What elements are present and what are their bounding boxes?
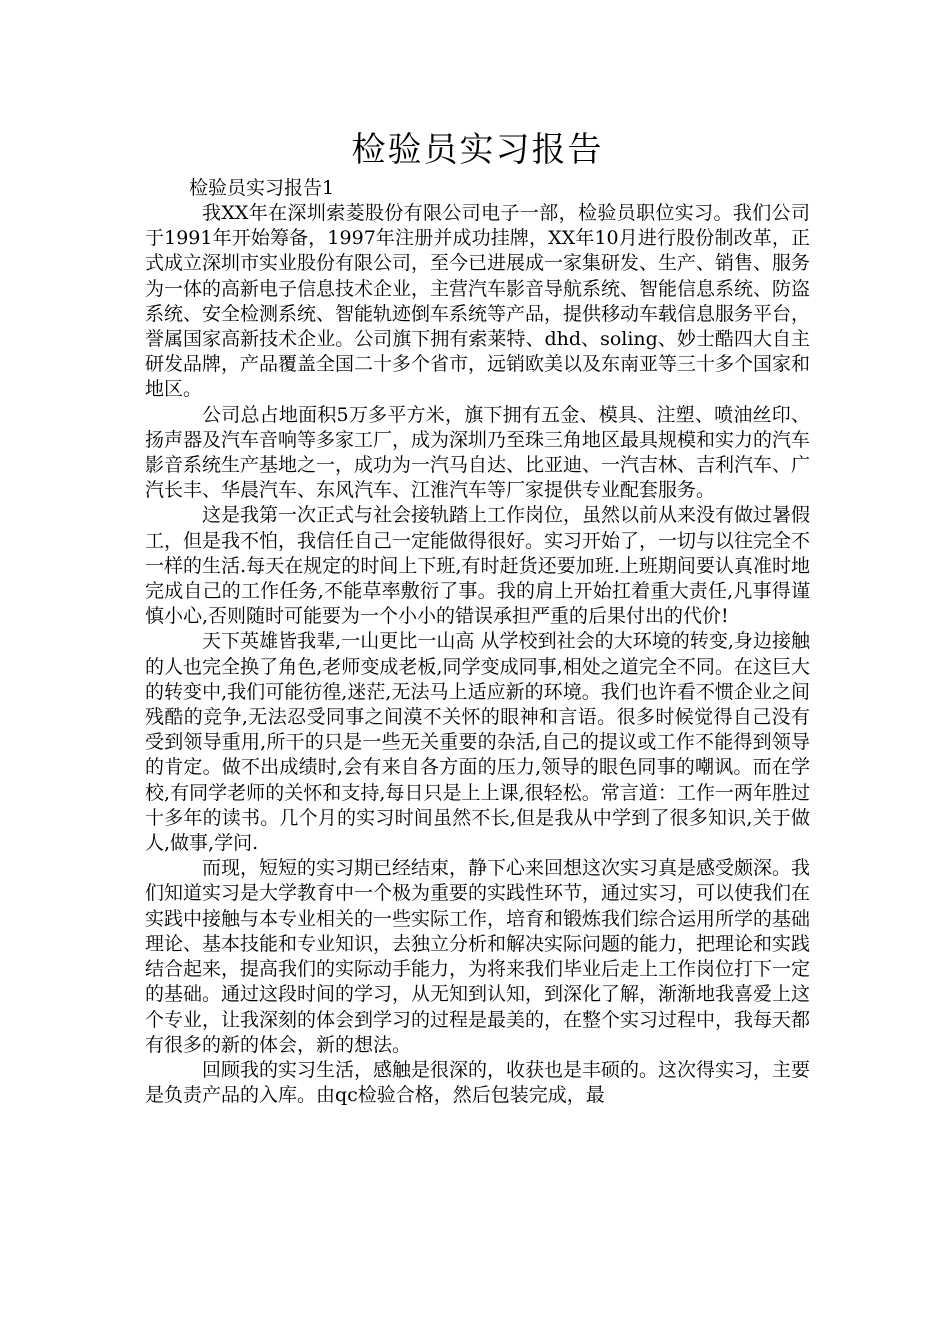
document-page bbox=[145, 128, 810, 1108]
paragraph-2: 公司总占地面积5万多平方米，旗下拥有五金、模具、注塑、喷油丝印、扬声器及汽车音响等多家工厂，成为深圳乃至珠三角地区最具规模和实力的汽车影音系统生产基地之一，成功为一汽马自达、比亚迪、一汽吉林、吉利汽车、广汽长丰、华晨汽车、东风汽车、江淮汽车等厂家提供专业配套服务。 bbox=[145, 403, 811, 502]
document-title: 检验员实习报告 bbox=[351, 130, 604, 170]
paragraph-3: 这是我第一次正式与社会接轨踏上工作岗位，虽然以前从来没有做过暑假工，但是我不怕，我信任自己一定能做得很好。实习开始了，一切与以往完全不一样的生活.每天在规定的时间上下班,有时赶货还要加班.上班期间要认真准时地完成自己的工作任务,不能草率敷衍了事。我的肩上开始扛着重大责任,凡事得谨慎小心,否则随时可能要为一个小小的错误承担严重的后果付出的代价! bbox=[145, 504, 811, 628]
document-subtitle: 检验员实习报告1 bbox=[189, 177, 335, 199]
paragraph-5: 而现，短短的实习期已经结束，静下心来回想这次实习真是感受颇深。我们知道实习是大学教育中一个极为重要的实践性环节，通过实习，可以使我们在实践中接触与本专业相关的一些实际工作，培育和锻炼我们综合运用所学的基础理论、基本技能和专业知识，去独立分析和解决实际问题的能力，把理论和实践结合起来，提高我们的实际动手能力，为将来我们毕业后走上工作岗位打下一定的基础。通过这段时间的学习，从无知到认知，到深化了解，渐渐地我喜爱上这个专业，让我深刻的体会到学习的过程是最美的，在整个实习过程中，我每天都有很多的新的体会，新的想法。 bbox=[145, 857, 811, 1056]
paragraph-4: 天下英雄皆我辈,一山更比一山高 从学校到社会的大环境的转变,身边接触的人也完全换了角色,老师变成老板,同学变成同事,相处之道完全不同。在这巨大的转变中,我们可能彷徨,迷茫,无法马上适应新的环境。我们也许看不惯企业之间残酷的竞争,无法忍受同事之间漠不关怀的眼神和言语。很多时候觉得自己没有受到领导重用,所干的只是一些无关重要的杂活,自己的提议或工作不能得到领导的肯定。做不出成绩时,会有来自各方面的压力,领导的眼色同事的嘲讽。而在学校,有同学老师的关怀和支持,每日只是上上课,很轻松。常言道：工作一两年胜过十多年的读书。几个月的实习时间虽然不长,但是我从中学到了很多知识,关于做人,做事,学问. bbox=[145, 630, 810, 855]
paragraph-1: 我XX年在深圳索菱股份有限公司电子一部，检验员职位实习。我们公司于1991年开始筹备，1997年注册并成功挂牌，XX年10月进行股份制改革，正式成立深圳市实业股份有限公司，至今已进展成一家集研发、生产、销售、服务为一体的高新电子信息技术企业，主营汽车影音导航系统、智能信息系统、防盗系统、安全检测系统、智能轨迹倒车系统等产品，提供移动车载信息服务平台，誉属国家高新技术企业。公司旗下拥有索莱特、dhd、soling、妙士酷四大自主研发品牌，产品覆盖全国二十多个省市，远销欧美以及东南亚等三十多个国家和地区。 bbox=[145, 202, 811, 401]
paragraph-6: 回顾我的实习生活，感触是很深的，收获也是丰硕的。这次得实习，主要是负责产品的入库。由qc检验合格，然后包装完成，最 bbox=[145, 1058, 811, 1107]
